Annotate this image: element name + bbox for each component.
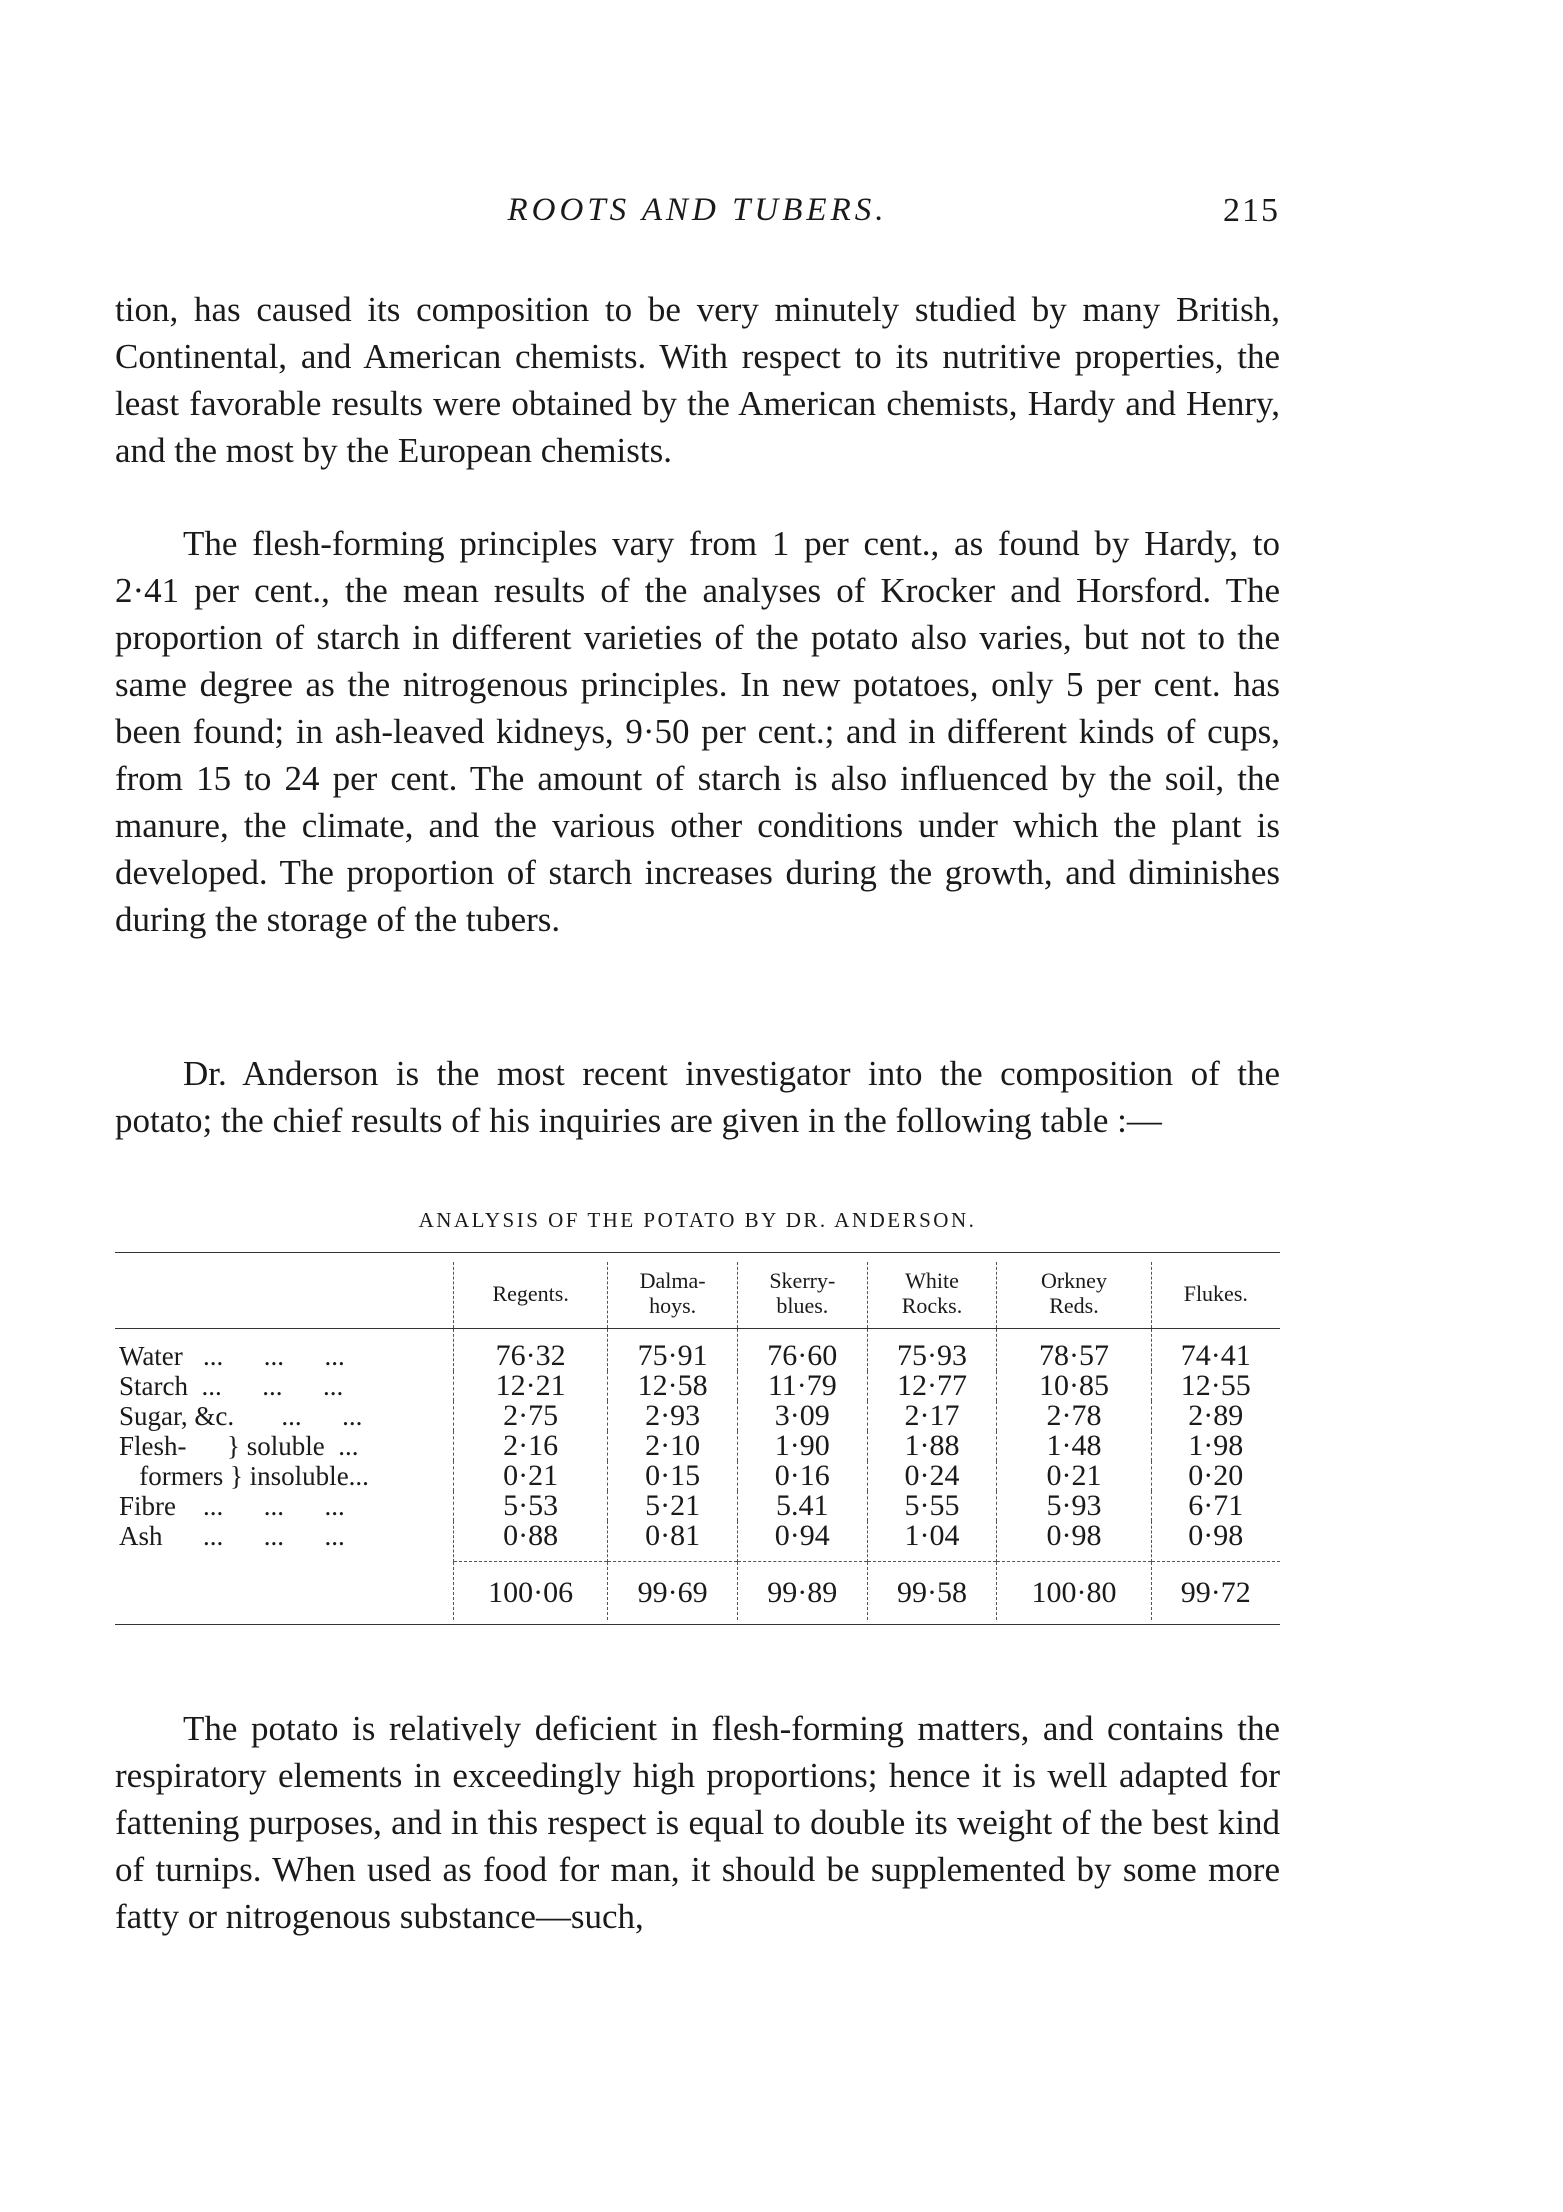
column-header: Dalma- hoys. [608,1262,738,1329]
table-row [115,1431,1280,1461]
table-cell: 5·55 [867,1491,997,1521]
row-label: Ash ... ... ... [119,1521,345,1552]
table-cell: 2·16 [454,1431,608,1461]
table-row [115,1329,1280,1372]
table-cell: 0·21 [454,1461,608,1491]
table-cell: 76·32 [454,1329,608,1372]
totals-label-cell [115,1562,454,1621]
table-cell: 2·89 [1151,1401,1280,1431]
table-cell: 0·98 [1151,1521,1280,1562]
table-cell: 0·24 [867,1461,997,1491]
table-cell: 0·21 [997,1461,1151,1491]
table-cell: 2·17 [867,1401,997,1431]
row-label: Flesh- } soluble ... [119,1431,359,1461]
header-label-cell [115,1262,454,1329]
table-cell: 1·48 [997,1431,1151,1461]
paragraph-1: tion, has caused its composition to be very minutely studied by many British, Continental, and American chemists. With respect to its nutritive properties, the least favorable results were obtained by the American chemists, Hardy and Henry, and the most by the European chemists. [115,290,1280,470]
table-cell: 1·98 [1151,1431,1280,1461]
table-cell: 0·20 [1151,1461,1280,1491]
table-cell: 0·81 [608,1521,738,1562]
table-cell: 76·60 [737,1329,867,1372]
total-cell: 99·89 [737,1562,867,1621]
table-cell: 3·09 [737,1401,867,1431]
totals-row [115,1562,1280,1621]
running-head [115,192,1280,242]
table-row [115,1401,1280,1431]
total-cell: 100·80 [997,1562,1151,1621]
table-cell: 5·53 [454,1491,608,1521]
total-cell: 99·69 [608,1562,738,1621]
paragraph-4: The potato is relatively deficient in flesh-forming matters, and contains the respiratory elements in exceedingly high proportions; hence it is well adapted for fattening purposes, and in this respect is equal to double its weight of the best kind of turnips. When used as food for man, it should be supplemented by some more fatty or nitrogenous substance—such, [115,1709,1280,1936]
table-cell: 0·15 [608,1461,738,1491]
column-header: Regents. [454,1262,608,1329]
table-cell: 1·90 [737,1431,867,1461]
table-cell: 12·21 [454,1371,608,1401]
page-number: 215 [1223,192,1280,229]
row-label: Fibre ... ... ... [119,1491,345,1521]
table-cell: 5·21 [608,1491,738,1521]
table-cell: 12·58 [608,1371,738,1401]
column-header: White Rocks. [867,1262,997,1329]
row-label: Water ... ... ... [119,1341,345,1371]
table-cell: 74·41 [1151,1329,1280,1372]
table-caption: ANALYSIS OF THE POTATO BY DR. ANDERSON. [418,1208,977,1232]
table-cell: 2·93 [608,1401,738,1431]
table-cell: 0·94 [737,1521,867,1562]
table-cell: 11·79 [737,1371,867,1401]
column-header: Flukes. [1151,1262,1280,1329]
table-cell: 1·04 [867,1521,997,1562]
paragraph-3: Dr. Anderson is the most recent investigator into the composition of the potato; the chief results of his inquiries are given in the following table :— [115,1054,1280,1140]
total-cell: 100·06 [454,1562,608,1621]
table-cell: 78·57 [997,1329,1151,1372]
table-cell: 75·93 [867,1329,997,1372]
table-row [115,1461,1280,1491]
table-top-rule [115,1252,1280,1253]
table-cell: 2·75 [454,1401,608,1431]
analysis-table [115,1262,1280,1620]
paragraph-2: The flesh-forming principles vary from 1 per cent., as found by Hardy, to 2·41 per cent., the mean results of the analyses of Krocker and Horsford. The proportion of starch in different varieties of the potato also varies, but not to the same degree as the nitrogenous principles. In new potatoes, only 5 per cent. has been found; in ash-leaved kidneys, 9·50 per cent.; and in different kinds of cups, from 15 to 24 per cent. The amount of starch is also influenced by the soil, the manure, the climate, and the various other conditions under which the plant is developed. The proportion of starch increases during the growth, and diminishes during the storage of the tubers. [115,524,1280,939]
table-cell: 2·78 [997,1401,1151,1431]
table-cell: 5.41 [737,1491,867,1521]
table-cell: 5·93 [997,1491,1151,1521]
table-cell: 12·55 [1151,1371,1280,1401]
table-body [115,1329,1280,1621]
table-row [115,1521,1280,1562]
table-cell: 6·71 [1151,1491,1280,1521]
table-cell: 75·91 [608,1329,738,1372]
table-cell: 0·16 [737,1461,867,1491]
table-cell: 1·88 [867,1431,997,1461]
table-cell: 12·77 [867,1371,997,1401]
row-label: Starch ... ... ... [119,1371,344,1401]
total-cell: 99·72 [1151,1562,1280,1621]
table-header-row [115,1262,1280,1329]
row-label: Sugar, &c. ... ... [119,1401,363,1431]
table-cell: 0·88 [454,1521,608,1562]
row-label: formers } insoluble... [119,1461,369,1491]
table-bottom-rule [115,1624,1280,1625]
table-row [115,1491,1280,1521]
column-header: Orkney Reds. [997,1262,1151,1329]
table-row [115,1371,1280,1401]
table-cell: 0·98 [997,1521,1151,1562]
total-cell: 99·58 [867,1562,997,1621]
table-cell: 10·85 [997,1371,1151,1401]
column-header: Skerry- blues. [737,1262,867,1329]
table-cell: 2·10 [608,1431,738,1461]
running-title: ROOTS AND TUBERS. [507,192,888,228]
